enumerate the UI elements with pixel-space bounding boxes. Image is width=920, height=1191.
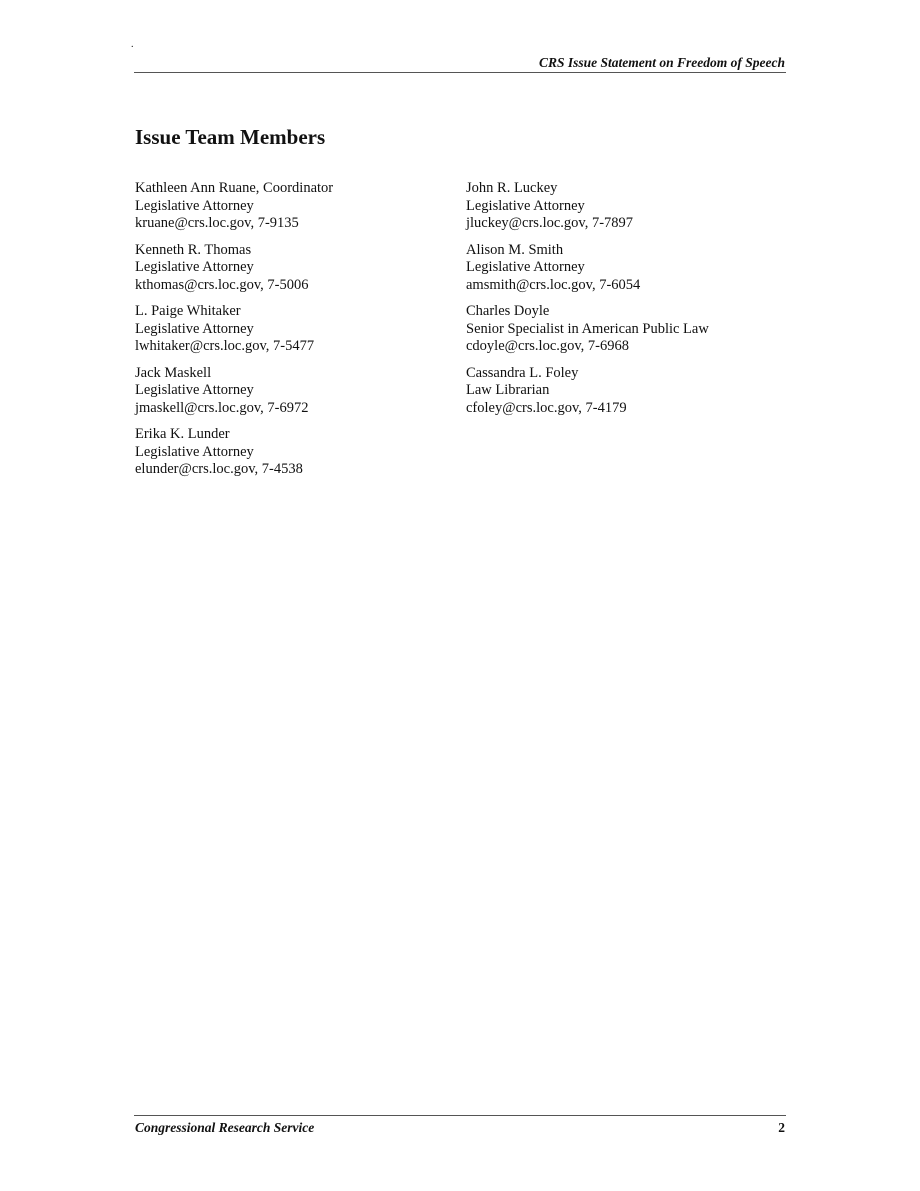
member-name: Erika K. Lunder	[135, 426, 230, 442]
member-title: Legislative Attorney	[135, 259, 254, 275]
member-contact: jmaskell@crs.loc.gov, 7-6972	[135, 399, 309, 416]
member-title: Legislative Attorney	[135, 443, 254, 460]
member-name: Charles Doyle	[466, 303, 550, 319]
member-title: Legislative Attorney	[135, 320, 254, 337]
member-entry	[466, 242, 786, 295]
member-title: Legislative Attorney	[466, 259, 585, 275]
member-name: L. Paige Whitaker	[135, 303, 241, 319]
member-entry	[135, 242, 455, 295]
member-name: Cassandra L. Foley	[466, 364, 579, 381]
member-name: John R. Luckey	[466, 180, 558, 196]
member-title: Law Librarian	[466, 382, 550, 398]
member-title: Legislative Attorney	[135, 382, 254, 398]
page-footer	[134, 1115, 786, 1135]
member-contact: kthomas@crs.loc.gov, 7-5006	[135, 276, 309, 293]
member-contact: cfoley@crs.loc.gov, 7-4179	[466, 399, 627, 416]
page-number: 2	[778, 1120, 785, 1135]
section-heading: Issue Team Members	[135, 125, 326, 149]
member-name: Kenneth R. Thomas	[135, 241, 252, 258]
member-title: Senior Specialist in American Public Law	[466, 320, 709, 337]
member-name: Jack Maskell	[135, 364, 212, 381]
member-entry	[135, 426, 455, 479]
members-column-right	[466, 180, 786, 426]
member-entry	[466, 303, 786, 356]
footer-organization: Congressional Research Service	[135, 1120, 315, 1135]
member-contact: jluckey@crs.loc.gov, 7-7897	[466, 215, 634, 231]
member-contact: elunder@crs.loc.gov, 7-4538	[135, 461, 303, 477]
document-title: CRS Issue Statement on Freedom of Speech	[538, 55, 785, 70]
member-title: Legislative Attorney	[135, 197, 254, 214]
member-entry	[466, 365, 786, 418]
page-mark: .	[131, 39, 134, 50]
member-entry	[466, 180, 786, 233]
member-title: Legislative Attorney	[466, 197, 585, 214]
members-column-left	[135, 180, 455, 488]
member-contact: amsmith@crs.loc.gov, 7-6054	[466, 276, 641, 293]
member-entry	[135, 180, 455, 233]
member-entry	[135, 303, 455, 356]
member-contact: cdoyle@crs.loc.gov, 7-6968	[466, 338, 630, 354]
member-name: Alison M. Smith	[466, 241, 564, 258]
member-entry	[135, 365, 455, 418]
member-contact: lwhitaker@crs.loc.gov, 7-5477	[135, 338, 315, 354]
page-header	[134, 54, 786, 73]
member-contact: kruane@crs.loc.gov, 7-9135	[135, 215, 299, 231]
member-name: Kathleen Ann Ruane, Coordinator	[135, 180, 334, 196]
